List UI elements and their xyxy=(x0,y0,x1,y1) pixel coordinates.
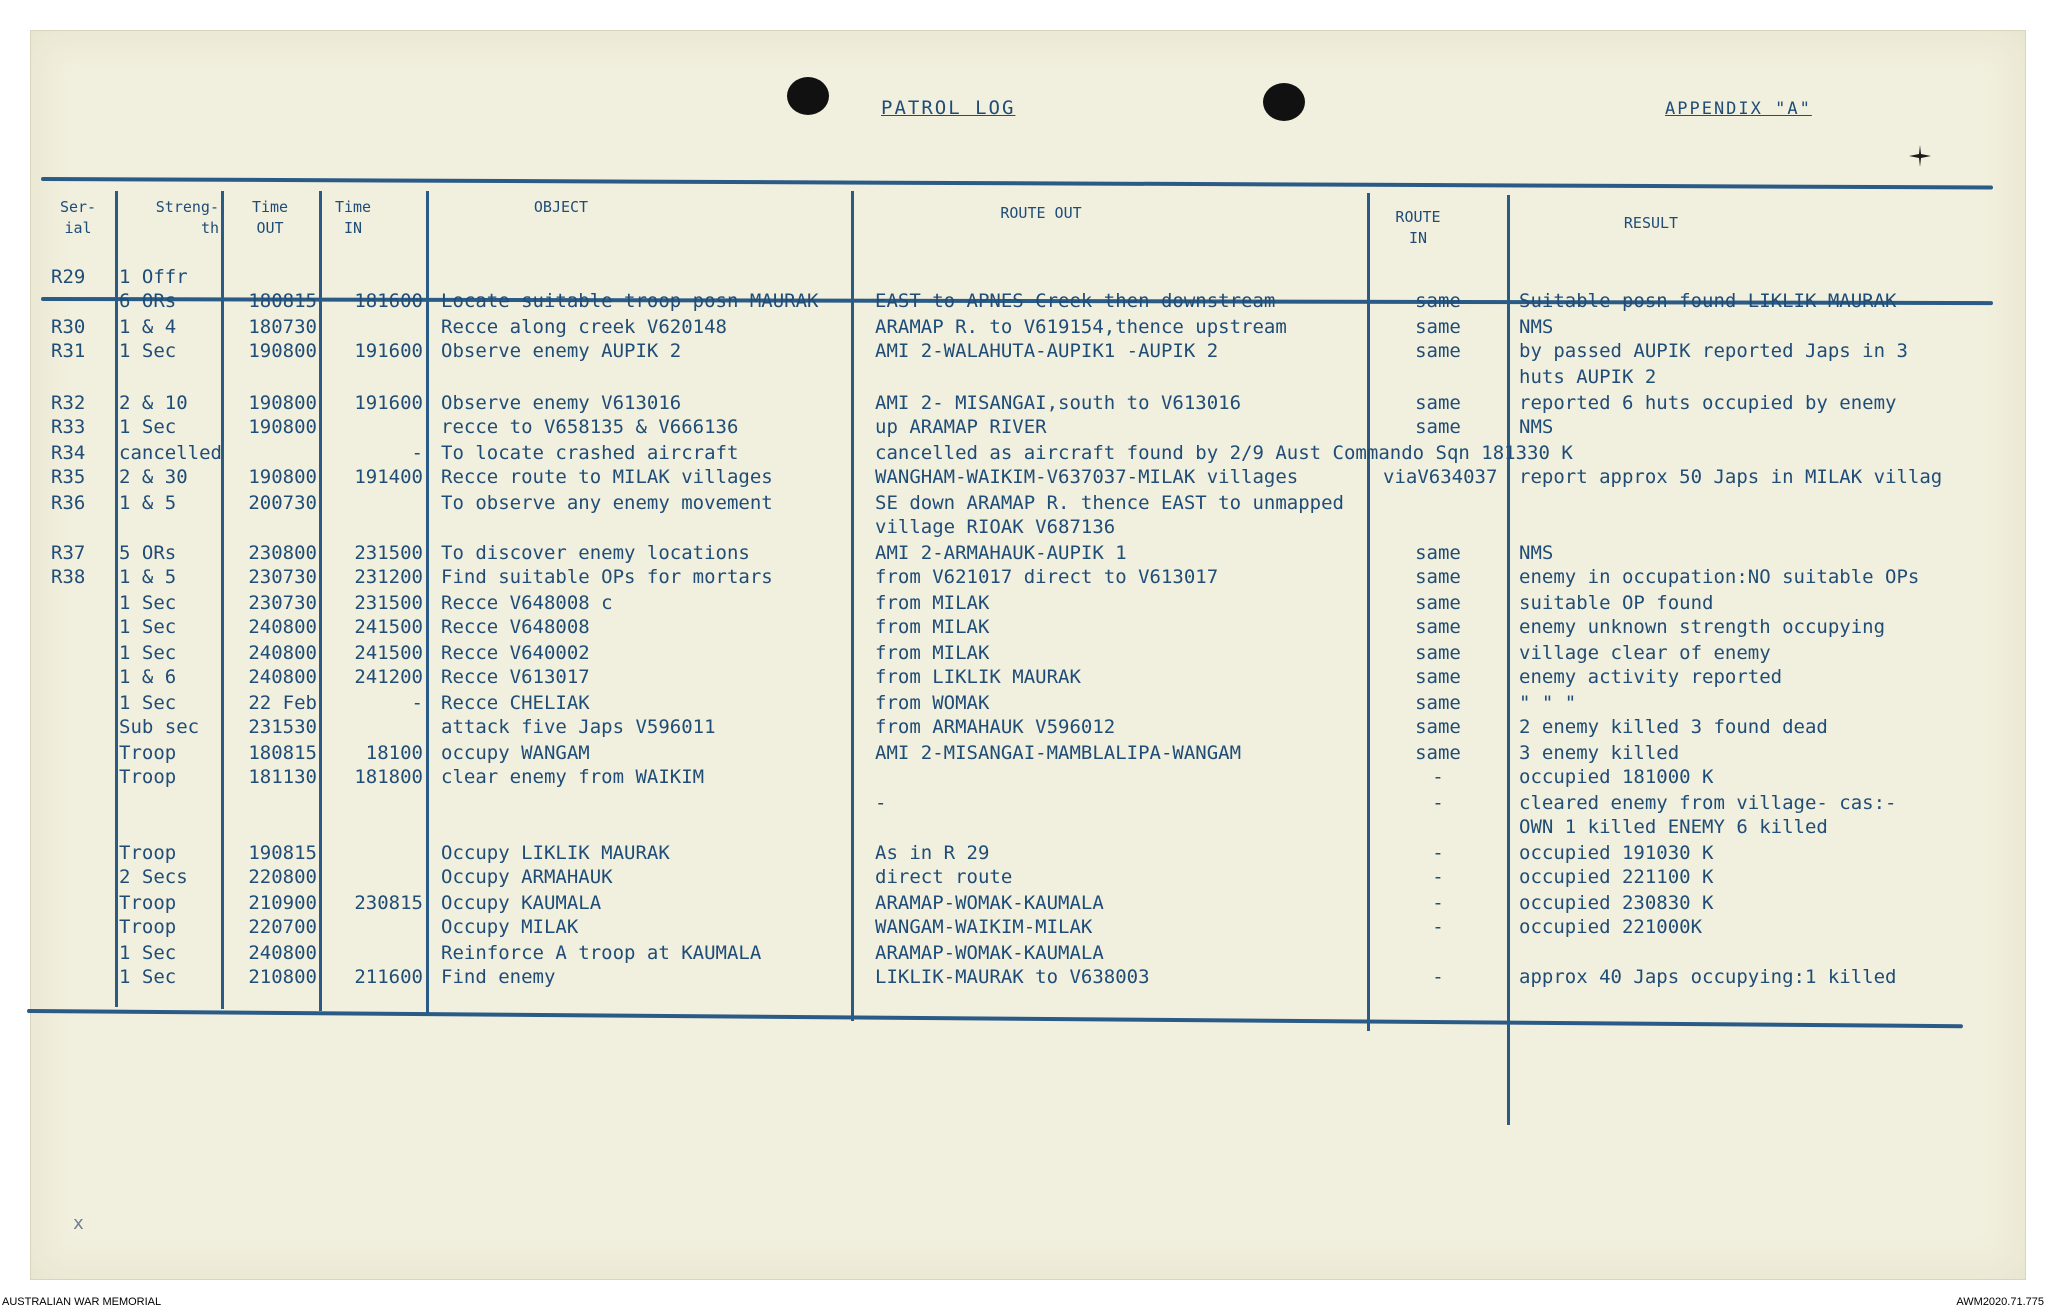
row-route-in: same xyxy=(1415,340,1461,362)
column-divider xyxy=(319,191,322,1011)
row-time-out: 180815 xyxy=(248,742,317,764)
row-serial: R31 xyxy=(51,340,86,362)
column-divider xyxy=(1367,193,1370,1031)
row-object: Recce along creek V620148 xyxy=(441,316,727,338)
row-route-in: same xyxy=(1415,742,1461,764)
row-time-in: 181600 xyxy=(354,290,423,312)
row-object: Recce V648008 c xyxy=(441,592,613,614)
row-object: recce to V658135 & V666136 xyxy=(441,416,739,438)
row-time-in: 231500 xyxy=(354,542,423,564)
row-result: occupied 181000 K xyxy=(1519,766,1714,788)
row-time-out: 180730 xyxy=(248,316,317,338)
row-route-out: from ARMAHAUK V596012 xyxy=(875,716,1116,738)
column-divider xyxy=(426,191,429,1013)
row-time-out: 190815 xyxy=(248,842,317,864)
row-serial: R37 xyxy=(51,542,86,564)
header-time-out-line2: OUT xyxy=(256,219,284,237)
row-serial: R34 xyxy=(51,442,86,464)
row-time-out: 210900 xyxy=(248,892,317,914)
row-result: NMS xyxy=(1519,542,1554,564)
row-strength: 1 Sec xyxy=(119,416,177,438)
row-result: occupied 221000K xyxy=(1519,916,1703,938)
row-route-out: - xyxy=(875,792,887,814)
row-route-out: LIKLIK-MAURAK to V638003 xyxy=(875,966,1150,988)
margin-mark: x xyxy=(73,1213,84,1234)
row-route-in: same xyxy=(1415,642,1461,664)
row-time-in: - xyxy=(411,692,423,714)
row-object: Recce CHELIAK xyxy=(441,692,590,714)
row-strength: 1 Sec xyxy=(119,592,177,614)
row-route-out: AMI 2-ARMAHAUK-AUPIK 1 xyxy=(875,542,1127,564)
row-route-out: village RIOAK V687136 xyxy=(875,516,1116,538)
punch-hole-left xyxy=(787,77,829,115)
row-route-in: - xyxy=(1432,966,1444,988)
row-strength: Troop xyxy=(119,766,177,788)
row-route-out: EAST to APNES Creek then downstream xyxy=(875,290,1276,312)
column-divider xyxy=(115,191,118,1007)
row-route-in: viaV634037 xyxy=(1383,466,1498,488)
row-time-out: 240800 xyxy=(248,616,317,638)
row-serial: R29 xyxy=(51,266,86,288)
header-object: OBJECT xyxy=(533,198,589,216)
row-object: Occupy ARMAHAUK xyxy=(441,866,613,888)
row-time-out: 230800 xyxy=(248,542,317,564)
row-time-in: 191600 xyxy=(354,392,423,414)
row-result: approx 40 Japs occupying:1 killed xyxy=(1519,966,1897,988)
row-object: attack five Japs V596011 xyxy=(441,716,716,738)
row-result: " " " xyxy=(1519,692,1577,714)
row-strength: 1 Sec xyxy=(119,616,177,638)
row-object: Recce V613017 xyxy=(441,666,590,688)
header-strength-line2: th xyxy=(200,219,219,237)
row-result: huts AUPIK 2 xyxy=(1519,366,1657,388)
row-time-in: 241500 xyxy=(354,616,423,638)
header-route-out: ROUTE OUT xyxy=(1000,204,1082,222)
row-time-in: 230815 xyxy=(354,892,423,914)
punch-hole-right xyxy=(1263,83,1305,121)
row-object: Recce route to MILAK villages xyxy=(441,466,773,488)
row-serial: R36 xyxy=(51,492,86,514)
row-route-in: same xyxy=(1415,666,1461,688)
row-time-out: 220700 xyxy=(248,916,317,938)
row-route-out: WANGAM-WAIKIM-MILAK xyxy=(875,916,1093,938)
row-route-out: As in R 29 xyxy=(875,842,990,864)
row-route-in: same xyxy=(1415,392,1461,414)
row-object: To observe any enemy movement xyxy=(441,492,773,514)
row-result: occupied 191030 K xyxy=(1519,842,1714,864)
header-serial-line2: ial xyxy=(64,219,92,237)
footer-institution: AUSTRALIAN WAR MEMORIAL xyxy=(2,1296,162,1308)
row-time-in: 241200 xyxy=(354,666,423,688)
row-route-in: - xyxy=(1432,842,1444,864)
row-result: enemy in occupation:NO suitable OPs xyxy=(1519,566,1920,588)
table-bottom-rule xyxy=(27,1009,1963,1028)
row-strength: 1 Sec xyxy=(119,642,177,664)
row-strength: 1 Sec xyxy=(119,340,177,362)
row-time-out: 240800 xyxy=(248,666,317,688)
row-strength: 5 ORs xyxy=(119,542,177,564)
row-object: Occupy KAUMALA xyxy=(441,892,602,914)
row-route-out: AMI 2-WALAHUTA-AUPIK1 -AUPIK 2 xyxy=(875,340,1219,362)
row-time-out: 200730 xyxy=(248,492,317,514)
row-strength: 1 & 6 xyxy=(119,666,177,688)
row-time-in: 231500 xyxy=(354,592,423,614)
row-time-in: 191600 xyxy=(354,340,423,362)
row-object: Reinforce A troop at KAUMALA xyxy=(441,942,762,964)
row-time-out: 180815 xyxy=(248,290,317,312)
row-strength: 1 Sec xyxy=(119,942,177,964)
row-route-out: cancelled as aircraft found by 2/9 Aust Commando Sqn 181330 K xyxy=(875,442,1573,464)
row-object: Locate suitable troop posn MAURAK xyxy=(441,290,819,312)
row-result: NMS xyxy=(1519,316,1554,338)
row-time-in: 18100 xyxy=(365,742,423,764)
row-time-in: 231200 xyxy=(354,566,423,588)
header-serial xyxy=(43,197,113,239)
row-time-in: 241500 xyxy=(354,642,423,664)
row-route-in: same xyxy=(1415,566,1461,588)
row-strength: 2 & 30 xyxy=(119,466,188,488)
row-time-in: 181800 xyxy=(354,766,423,788)
row-route-in: - xyxy=(1432,866,1444,888)
row-serial: R30 xyxy=(51,316,86,338)
row-route-out: up ARAMAP RIVER xyxy=(875,416,1047,438)
row-serial: R32 xyxy=(51,392,86,414)
header-strength xyxy=(119,197,219,239)
row-object: Recce V648008 xyxy=(441,616,590,638)
row-time-out: 190800 xyxy=(248,340,317,362)
row-route-out: AMI 2- MISANGAI,south to V613016 xyxy=(875,392,1242,414)
row-route-out: from WOMAK xyxy=(875,692,990,714)
row-route-in: same xyxy=(1415,542,1461,564)
appendix-label: APPENDIX "A" xyxy=(1665,99,1812,119)
header-serial-line1: Ser- xyxy=(59,198,97,216)
row-route-in: same xyxy=(1415,316,1461,338)
row-strength: 2 & 10 xyxy=(119,392,188,414)
header-time-out-line1: Time xyxy=(251,198,289,216)
row-strength: 1 & 5 xyxy=(119,492,177,514)
row-time-out: 220800 xyxy=(248,866,317,888)
header-route-in-line1: ROUTE xyxy=(1395,208,1441,226)
row-result: occupied 230830 K xyxy=(1519,892,1714,914)
row-route-out: ARAMAP-WOMAK-KAUMALA xyxy=(875,942,1104,964)
row-route-out: ARAMAP R. to V619154,thence upstream xyxy=(875,316,1287,338)
row-time-in: 191400 xyxy=(354,466,423,488)
row-strength: Sub sec xyxy=(119,716,200,738)
header-strength-line1: Streng- xyxy=(155,198,219,216)
row-time-out: 230730 xyxy=(248,592,317,614)
row-strength: Troop xyxy=(119,742,177,764)
row-route-in: same xyxy=(1415,692,1461,714)
row-serial: R35 xyxy=(51,466,86,488)
row-strength: 1 & 4 xyxy=(119,316,177,338)
row-strength: 1 Offr xyxy=(119,266,188,288)
row-strength: Troop xyxy=(119,842,177,864)
row-strength: cancelled xyxy=(119,442,222,464)
row-route-out: WANGHAM-WAIKIM-V637037-MILAK villages xyxy=(875,466,1299,488)
header-time-in-line1: Time xyxy=(334,198,372,216)
row-strength: Troop xyxy=(119,892,177,914)
row-route-out: from MILAK xyxy=(875,616,990,638)
column-divider xyxy=(1507,195,1510,1125)
row-strength: 1 & 5 xyxy=(119,566,177,588)
row-time-in: - xyxy=(411,442,423,464)
row-result: by passed AUPIK reported Japs in 3 xyxy=(1519,340,1908,362)
row-time-out: 231530 xyxy=(248,716,317,738)
row-object: Occupy LIKLIK MAURAK xyxy=(441,842,670,864)
row-time-in: 211600 xyxy=(354,966,423,988)
row-route-out: from MILAK xyxy=(875,592,990,614)
row-result: report approx 50 Japs in MILAK villag xyxy=(1519,466,1943,488)
row-object: Observe enemy AUPIK 2 xyxy=(441,340,682,362)
table-top-rule xyxy=(41,177,1993,190)
row-route-out: from MILAK xyxy=(875,642,990,664)
header-result: RESULT xyxy=(1623,214,1679,232)
row-object: Observe enemy V613016 xyxy=(441,392,682,414)
row-route-out: AMI 2-MISANGAI-MAMBLALIPA-WANGAM xyxy=(875,742,1242,764)
row-strength: 1 Sec xyxy=(119,692,177,714)
row-strength: 6 ORs xyxy=(119,290,177,312)
row-time-out: 240800 xyxy=(248,642,317,664)
row-route-in: same xyxy=(1415,592,1461,614)
row-object: Find suitable OPs for mortars xyxy=(441,566,773,588)
row-serial: R33 xyxy=(51,416,86,438)
row-result: Suitable posn found LIKLIK MAURAK xyxy=(1519,290,1897,312)
header-route-in xyxy=(1383,207,1453,249)
row-route-in: - xyxy=(1432,916,1444,938)
row-result: OWN 1 killed ENEMY 6 killed xyxy=(1519,816,1828,838)
row-result: village clear of enemy xyxy=(1519,642,1771,664)
row-strength: 1 Sec xyxy=(119,966,177,988)
row-result: enemy unknown strength occupying xyxy=(1519,616,1886,638)
header-time-in xyxy=(323,197,383,239)
row-route-in: same xyxy=(1415,416,1461,438)
row-route-in: same xyxy=(1415,290,1461,312)
row-time-out: 190800 xyxy=(248,466,317,488)
row-object: Find enemy xyxy=(441,966,556,988)
column-divider xyxy=(851,191,854,1021)
row-route-in: same xyxy=(1415,616,1461,638)
row-route-in: same xyxy=(1415,716,1461,738)
row-result: 3 enemy killed xyxy=(1519,742,1680,764)
row-time-out: 240800 xyxy=(248,942,317,964)
row-result: enemy activity reported xyxy=(1519,666,1783,688)
row-result: 2 enemy killed 3 found dead xyxy=(1519,716,1828,738)
row-route-out: from V621017 direct to V613017 xyxy=(875,566,1219,588)
row-object: To locate crashed aircraft xyxy=(441,442,739,464)
row-strength: Troop xyxy=(119,916,177,938)
row-strength: 2 Secs xyxy=(119,866,188,888)
row-object: clear enemy from WAIKIM xyxy=(441,766,705,788)
row-route-in: - xyxy=(1432,792,1444,814)
row-result: NMS xyxy=(1519,416,1554,438)
row-result: cleared enemy from village- cas:- xyxy=(1519,792,1897,814)
row-time-out: 210800 xyxy=(248,966,317,988)
document-sheet xyxy=(30,30,2026,1280)
row-serial: R38 xyxy=(51,566,86,588)
row-object: occupy WANGAM xyxy=(441,742,590,764)
row-route-in: - xyxy=(1432,892,1444,914)
document-title: PATROL LOG xyxy=(881,97,1016,119)
row-route-out: SE down ARAMAP R. thence EAST to unmapped xyxy=(875,492,1344,514)
header-route-in-line2: IN xyxy=(1408,229,1428,247)
footer-accession-number: AWM2020.71.775 xyxy=(1956,1296,2044,1308)
row-route-out: direct route xyxy=(875,866,1013,888)
row-route-out: from LIKLIK MAURAK xyxy=(875,666,1081,688)
row-time-out: 22 Feb xyxy=(248,692,317,714)
row-route-in: - xyxy=(1432,766,1444,788)
row-time-out: 190800 xyxy=(248,392,317,414)
row-result: suitable OP found xyxy=(1519,592,1714,614)
row-result: reported 6 huts occupied by enemy xyxy=(1519,392,1897,414)
row-route-out: ARAMAP-WOMAK-KAUMALA xyxy=(875,892,1104,914)
row-object: Occupy MILAK xyxy=(441,916,579,938)
row-result: occupied 221100 K xyxy=(1519,866,1714,888)
ink-blot-mark xyxy=(1907,143,1933,169)
header-time-out xyxy=(225,197,315,239)
row-time-out: 181130 xyxy=(248,766,317,788)
row-object: Recce V640002 xyxy=(441,642,590,664)
row-time-out: 190800 xyxy=(248,416,317,438)
row-object: To discover enemy locations xyxy=(441,542,750,564)
header-time-in-line2: IN xyxy=(343,219,363,237)
row-time-out: 230730 xyxy=(248,566,317,588)
